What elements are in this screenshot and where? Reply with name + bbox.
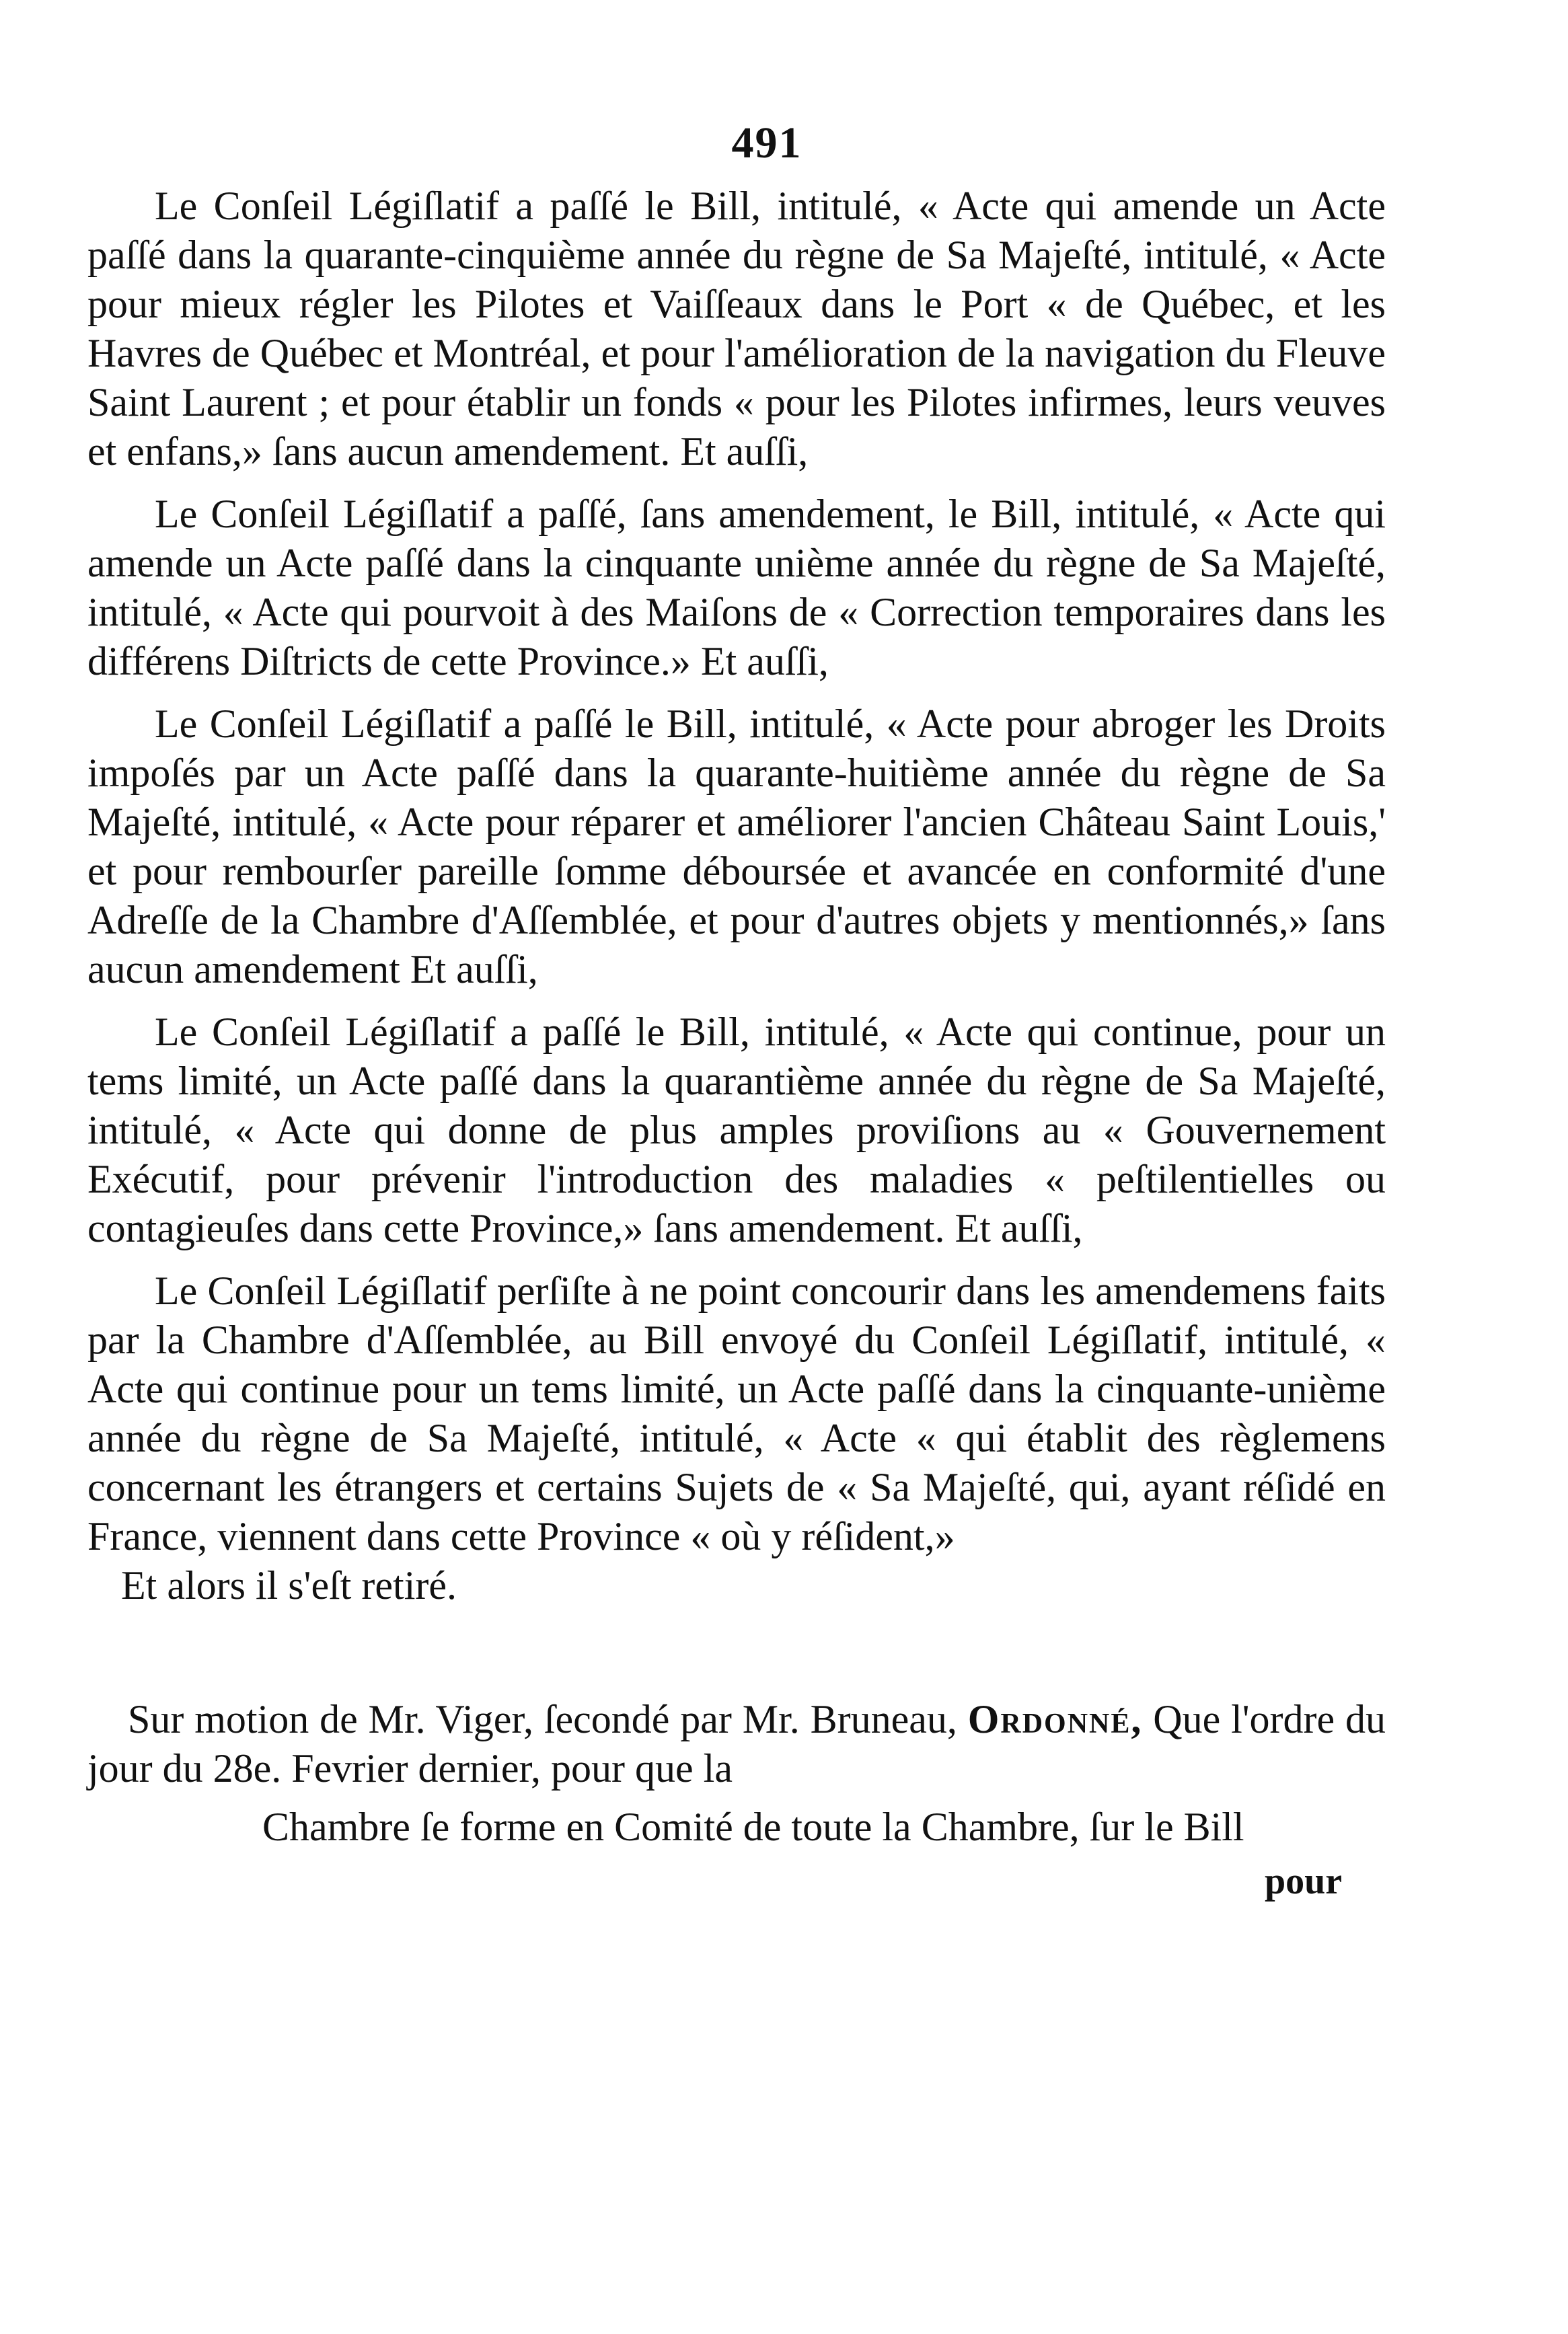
paragraph-1: Le Conſeil Légiſlatif a paſſé le Bill, intitulé, « Acte qui amende un Acte paſſé dans la quarante-cinquième année du règne de Sa Majeſté, intitulé, « Acte pour mieux régler les Pilotes et Vaiſſeaux dans le Port « de Québec, et les Havres de Québec et Montréal, et pour l'amélioration de la navigation du Fleuve Saint Laurent ; et pour établir un fonds « pour les Pilotes infirmes, leurs veuves et enfans,» ſans aucun amendement. Et auſſi, xyxy=(87,184,1386,474)
catchword: pour xyxy=(1265,1860,1343,1902)
motion-rest: Que l'ordre du jour du 28e. Fevrier dernier, pour que la xyxy=(87,1697,1386,1791)
motion-ordonne: Ordonné, xyxy=(967,1697,1143,1741)
body-text xyxy=(87,182,1386,1610)
motion-continuation: Chambre ſe forme en Comité de toute la Chambre, ſur le Bill xyxy=(262,1805,1244,1849)
paragraph-4: Le Conſeil Légiſlatif a paſſé le Bill, intitulé, « Acte qui continue, pour un tems limité, un Acte paſſé dans la quarantième année du règne de Sa Majeſté, intitulé, « Acte qui donne de plus amples proviſions au « Gouvernement Exécutif, pour prévenir l'introduction des maladies « peſtilentielles ou contagieuſes dans cette Province,» ſans amendement. Et auſſi, xyxy=(87,1010,1386,1250)
motion-lead: Sur motion de Mr. Viger, ſecondé par Mr. Bruneau, xyxy=(128,1697,957,1741)
closing-line: Et alors il s'eſt retiré. xyxy=(121,1563,457,1608)
paragraph-5: Le Conſeil Légiſlatif perſiſte à ne point concourir dans les amendemens faits par la Chambre d'Aſſemblée, au Bill envoyé du Conſeil Légiſlatif, intitulé, « Acte qui continue pour un tems limité, un Acte paſſé dans la cinquante-unième année du règne de Sa Majeſté, intitulé, « Acte « qui établit des règlemens concernant les étrangers et certains Sujets de « Sa Majeſté, qui, ayant réſidé en France, viennent dans cette Province « où y réſident,» xyxy=(87,1269,1386,1558)
paragraph-2: Le Conſeil Légiſlatif a paſſé, ſans amendement, le Bill, intitulé, « Acte qui amende un Acte paſſé dans la cinquante unième année du règne de Sa Majeſté, intitulé, « Acte qui pourvoit à des Maiſons de « Correction temporaires dans les différens Diſtricts de cette Province.» Et auſſi, xyxy=(87,492,1386,683)
motion-paragraph xyxy=(87,1695,1386,1793)
page-number: 491 xyxy=(731,118,802,167)
paragraph-3: Le Conſeil Légiſlatif a paſſé le Bill, intitulé, « Acte pour abroger les Droits impoſés par un Acte paſſé dans la quarante-huitième année du règne de Sa Majeſté, intitulé, « Acte pour réparer et améliorer l'ancien Château Saint Louis,' et pour rembourſer pareille ſomme déboursée et avancée en conformité d'une Adreſſe de la Chambre d'Aſſemblée, et pour d'autres objets y mentionnés,» ſans aucun amendement Et auſſi, xyxy=(87,702,1386,991)
